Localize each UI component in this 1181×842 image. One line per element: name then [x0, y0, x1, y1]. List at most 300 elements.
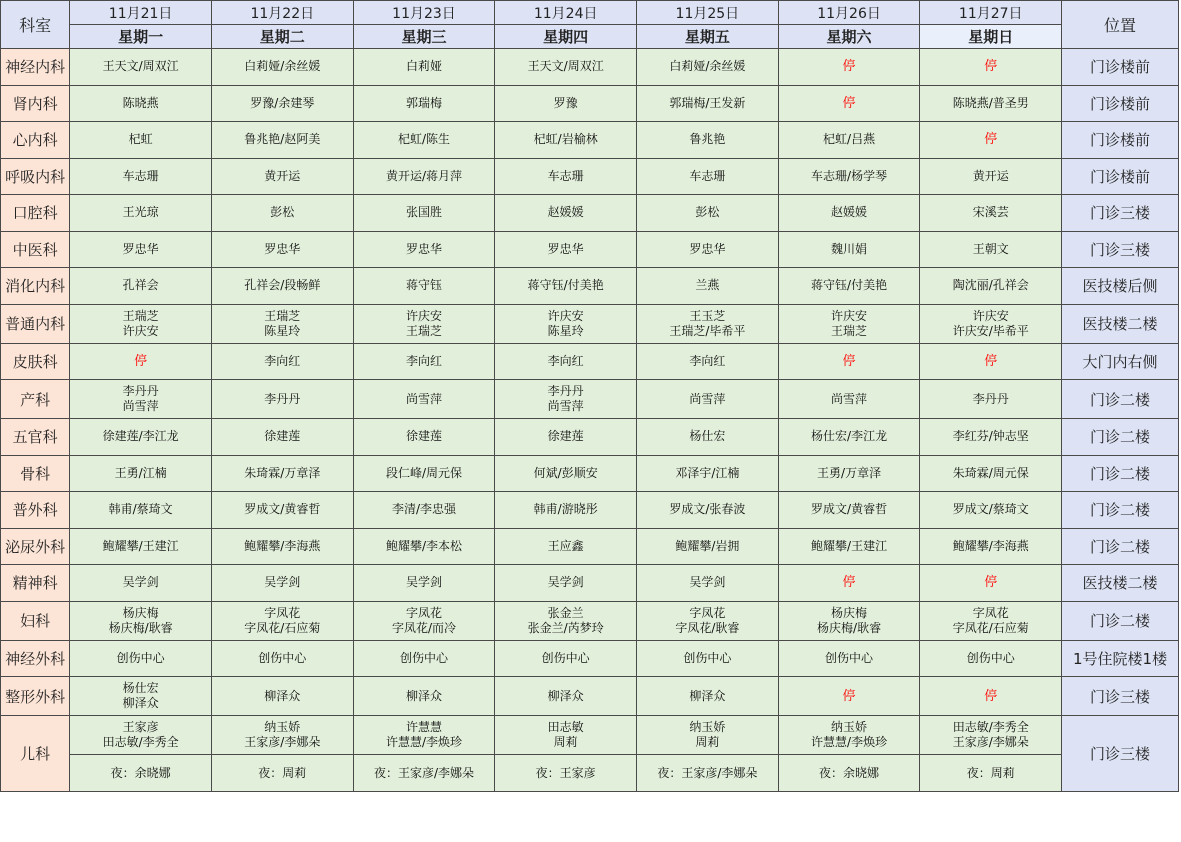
schedule-cell — [920, 528, 1062, 565]
doctor-name: 车志珊 — [547, 168, 584, 183]
doctor-name: 白莉娅/余丝媛 — [669, 59, 746, 74]
dept-name: 呼吸内科 — [1, 158, 70, 195]
dept-name: 中医科 — [1, 231, 70, 268]
schedule-cell — [211, 343, 353, 380]
schedule-cell — [778, 455, 920, 492]
location: 大门内右侧 — [1062, 343, 1179, 380]
table-row — [1, 85, 1179, 122]
doctor-name: 兰燕 — [695, 278, 720, 293]
schedule-cell — [778, 231, 920, 268]
schedule-cell — [920, 85, 1062, 122]
schedule-cell — [211, 677, 353, 716]
schedule-cell — [495, 565, 637, 602]
schedule-cell — [637, 716, 779, 755]
doctor-name: 鲍耀攀/李本松 — [385, 538, 463, 553]
schedule-cell — [778, 85, 920, 122]
table-row — [1, 122, 1179, 159]
location: 门诊二楼 — [1062, 380, 1179, 419]
doctor-name: 李向红 — [547, 353, 584, 368]
doctor-name: 王瑞芝 — [122, 308, 159, 323]
dept-name: 普外科 — [1, 492, 70, 529]
doctor-name: 吴学剑 — [689, 575, 726, 590]
schedule-cell — [778, 716, 920, 755]
doctor-name: 王瑞芝 — [405, 323, 442, 338]
table-row — [1, 755, 1179, 792]
schedule-cell — [70, 492, 212, 529]
schedule-cell — [637, 231, 779, 268]
doctor-name: 蒋守钰 — [405, 278, 442, 293]
doctor-name: 杨仕宏/李江龙 — [811, 429, 888, 444]
doctor-name: 创伤中心 — [541, 650, 590, 665]
schedule-cell — [211, 565, 353, 602]
dept-name: 儿科 — [1, 716, 70, 792]
stop-badge: 停 — [842, 353, 856, 369]
weekday-header: 星期一 — [70, 25, 212, 49]
location: 门诊二楼 — [1062, 419, 1179, 456]
dept-name: 整形外科 — [1, 677, 70, 716]
location: 医技楼二楼 — [1062, 304, 1179, 343]
schedule-cell — [637, 85, 779, 122]
doctor-name: 柳泽众 — [547, 688, 584, 703]
doctor-name: 创伤中心 — [116, 650, 165, 665]
table-row — [1, 304, 1179, 343]
date-header: 11月21日 — [70, 1, 212, 25]
dept-name: 精神科 — [1, 565, 70, 602]
doctor-name: 纳玉娇 — [689, 720, 726, 734]
doctor-name: 罗成文/黄睿哲 — [811, 502, 888, 517]
doctor-name: 创伤中心 — [258, 650, 307, 665]
schedule-cell — [637, 122, 779, 159]
schedule-cell — [495, 304, 637, 343]
schedule-cell — [70, 343, 212, 380]
doctor-name: 黄开运/蒋月萍 — [385, 168, 463, 183]
schedule-cell — [353, 343, 495, 380]
doctor-name: 纳玉娇 — [264, 720, 301, 734]
doctor-name: 白莉娅 — [405, 59, 442, 74]
doctor-name: 字凤花 — [689, 605, 726, 620]
doctor-name: 宋溪芸 — [972, 205, 1009, 220]
position-column-header: 位置 — [1062, 1, 1179, 49]
schedule-cell — [637, 158, 779, 195]
doctor-name: 许庆安 — [831, 308, 868, 323]
location: 医技楼二楼 — [1062, 565, 1179, 602]
doctor-name: 字凤花 — [972, 605, 1009, 620]
doctor-name: 罗豫 — [553, 95, 578, 110]
schedule-cell — [353, 601, 495, 640]
schedule-cell — [637, 455, 779, 492]
doctor-name: 周莉 — [553, 735, 578, 749]
schedule-cell — [211, 455, 353, 492]
dept-name: 妇科 — [1, 601, 70, 640]
table-row — [1, 419, 1179, 456]
doctor-name: 杞虹/吕燕 — [823, 132, 876, 147]
doctor-name: 鲍耀攀/王建江 — [102, 538, 179, 553]
doctor-name: 王家彦/李娜朵 — [952, 735, 1029, 749]
doctor-name: 纳玉娇 — [831, 720, 868, 734]
schedule-cell — [495, 268, 637, 305]
schedule-cell — [920, 716, 1062, 755]
schedule-cell — [211, 158, 353, 195]
schedule-cell — [70, 85, 212, 122]
schedule-cell — [920, 49, 1062, 86]
schedule-cell — [70, 677, 212, 716]
night-shift-cell: 夜：周莉 — [920, 755, 1062, 792]
doctor-name: 鲁兆艳 — [689, 132, 726, 147]
doctor-name: 尚雪萍 — [405, 391, 442, 406]
schedule-cell — [778, 419, 920, 456]
schedule-cell — [778, 565, 920, 602]
night-shift-cell: 夜：周莉 — [211, 755, 353, 792]
schedule-cell — [495, 343, 637, 380]
table-row — [1, 455, 1179, 492]
doctor-name: 黄开运 — [972, 168, 1009, 183]
doctor-name: 罗忠华 — [547, 241, 584, 256]
doctor-name: 字凤花/石应菊 — [952, 620, 1029, 635]
doctor-name: 白莉娅/余丝媛 — [244, 59, 321, 74]
doctor-name: 徐建莲 — [264, 429, 301, 444]
doctor-name: 王瑞芝 — [264, 308, 301, 323]
stop-badge: 停 — [842, 688, 856, 704]
schedule-cell — [637, 565, 779, 602]
weekday-header: 星期四 — [495, 25, 637, 49]
schedule-cell — [495, 49, 637, 86]
date-header: 11月26日 — [778, 1, 920, 25]
schedule-cell — [920, 419, 1062, 456]
doctor-name: 王家彦/李娜朵 — [244, 735, 321, 749]
doctor-name: 彭松 — [695, 205, 720, 220]
table-row — [1, 343, 1179, 380]
schedule-cell — [353, 528, 495, 565]
table-row — [1, 601, 1179, 640]
doctor-name: 杞虹/陈生 — [397, 132, 451, 147]
weekday-header: 星期三 — [353, 25, 495, 49]
night-shift-cell: 夜：王家彦/李娜朵 — [637, 755, 779, 792]
doctor-name: 徐建莲 — [547, 429, 584, 444]
doctor-name: 陈星玲 — [547, 323, 584, 338]
doctor-name: 柳泽众 — [689, 688, 726, 703]
stop-badge: 停 — [984, 575, 998, 591]
schedule-cell — [353, 195, 495, 232]
schedule-cell — [353, 49, 495, 86]
doctor-name: 柳泽众 — [405, 688, 442, 703]
schedule-cell — [637, 195, 779, 232]
schedule-cell — [495, 231, 637, 268]
doctor-name: 鲍耀攀/李海燕 — [952, 538, 1029, 553]
doctor-name: 吴学剑 — [547, 575, 584, 590]
doctor-name: 杨仕宏 — [122, 681, 159, 695]
doctor-name: 王朝文 — [972, 241, 1009, 256]
doctor-name: 蒋守钰/付美艳 — [527, 278, 604, 293]
schedule-cell — [920, 601, 1062, 640]
dept-name: 普通内科 — [1, 304, 70, 343]
schedule-cell — [778, 601, 920, 640]
doctor-name: 柳泽众 — [264, 688, 301, 703]
doctor-name: 鲍耀攀/李海燕 — [244, 538, 321, 553]
schedule-cell — [637, 380, 779, 419]
doctor-name: 许庆安 — [405, 308, 442, 323]
doctor-name: 许慧慧/李焕珍 — [385, 735, 463, 749]
dept-name: 口腔科 — [1, 195, 70, 232]
schedule-cell — [211, 380, 353, 419]
location: 医技楼后侧 — [1062, 268, 1179, 305]
doctor-name: 李红芬/钟志坚 — [952, 429, 1029, 444]
doctor-name: 王天文/周双江 — [527, 59, 604, 74]
doctor-name: 彭松 — [270, 205, 295, 220]
date-header: 11月27日 — [920, 1, 1062, 25]
location: 门诊楼前 — [1062, 122, 1179, 159]
schedule-cell — [920, 122, 1062, 159]
location: 门诊三楼 — [1062, 716, 1179, 792]
doctor-name: 杞虹/岩榆林 — [533, 132, 598, 147]
stop-badge: 停 — [984, 688, 998, 704]
schedule-cell — [920, 640, 1062, 677]
schedule-cell — [70, 158, 212, 195]
doctor-name: 王家彦 — [122, 720, 159, 734]
schedule-cell — [495, 492, 637, 529]
doctor-name: 王玉芝 — [689, 308, 726, 323]
table-row — [1, 380, 1179, 419]
schedule-cell — [920, 195, 1062, 232]
doctor-name: 尚雪萍 — [831, 391, 868, 406]
doctor-name: 李向红 — [405, 353, 442, 368]
schedule-cell — [637, 343, 779, 380]
table-row — [1, 528, 1179, 565]
dept-name: 心内科 — [1, 122, 70, 159]
schedule-cell — [70, 601, 212, 640]
table-row — [1, 231, 1179, 268]
table-row — [1, 195, 1179, 232]
doctor-name: 罗成文/黄睿哲 — [244, 502, 321, 517]
doctor-name: 许庆安 — [972, 308, 1009, 323]
schedule-cell — [211, 601, 353, 640]
doctor-name: 吴学剑 — [122, 575, 159, 590]
doctor-name: 王瑞芝 — [831, 323, 868, 338]
date-header: 11月23日 — [353, 1, 495, 25]
schedule-cell — [70, 268, 212, 305]
doctor-name: 罗豫/余建琴 — [250, 95, 315, 110]
schedule-cell — [353, 268, 495, 305]
location: 门诊楼前 — [1062, 85, 1179, 122]
doctor-name: 朱琦霖/万章泽 — [244, 465, 321, 480]
location: 门诊二楼 — [1062, 601, 1179, 640]
location: 门诊三楼 — [1062, 195, 1179, 232]
schedule-cell — [495, 528, 637, 565]
doctor-name: 王勇/万章泽 — [817, 465, 882, 480]
doctor-name: 张国胜 — [405, 205, 442, 220]
doctor-name: 鲍耀攀/王建江 — [811, 538, 888, 553]
doctor-name: 柳泽众 — [122, 696, 159, 710]
schedule-cell — [70, 455, 212, 492]
table-row — [1, 640, 1179, 677]
schedule-cell — [920, 158, 1062, 195]
schedule-cell — [353, 304, 495, 343]
doctor-name: 李向红 — [264, 353, 301, 368]
schedule-cell — [637, 268, 779, 305]
schedule-cell — [495, 195, 637, 232]
doctor-name: 陶沈丽/孔祥会 — [952, 278, 1029, 293]
location: 门诊三楼 — [1062, 231, 1179, 268]
weekday-header: 星期日 — [920, 25, 1062, 49]
doctor-name: 罗忠华 — [405, 241, 442, 256]
dept-name: 消化内科 — [1, 268, 70, 305]
doctor-name: 字凤花/而冷 — [391, 620, 457, 635]
doctor-name: 尚雪萍 — [122, 399, 159, 413]
doctor-name: 何斌/彭顺安 — [533, 465, 598, 480]
dept-name: 泌尿外科 — [1, 528, 70, 565]
doctor-name: 徐建莲 — [405, 429, 442, 444]
stop-badge: 停 — [842, 95, 856, 111]
schedule-cell — [495, 455, 637, 492]
night-shift-cell: 夜：王家彦/李娜朵 — [353, 755, 495, 792]
schedule-cell — [353, 640, 495, 677]
schedule-cell — [778, 492, 920, 529]
doctor-name: 尚雪萍 — [547, 399, 584, 413]
schedule-cell — [70, 528, 212, 565]
schedule-cell — [353, 455, 495, 492]
schedule-cell — [211, 231, 353, 268]
schedule-cell — [778, 268, 920, 305]
doctor-name: 罗忠华 — [264, 241, 301, 256]
schedule-cell — [211, 85, 353, 122]
schedule-cell — [70, 640, 212, 677]
schedule-cell — [495, 677, 637, 716]
doctor-name: 韩甫/蔡琦文 — [108, 502, 173, 517]
doctor-name: 字凤花 — [264, 605, 301, 620]
doctor-name: 罗忠华 — [122, 241, 159, 256]
schedule-cell — [637, 677, 779, 716]
schedule-cell — [495, 601, 637, 640]
dept-name: 骨科 — [1, 455, 70, 492]
schedule-cell — [70, 565, 212, 602]
doctor-name: 创伤中心 — [683, 650, 732, 665]
date-header: 11月25日 — [637, 1, 779, 25]
doctor-name: 王勇/江楠 — [114, 465, 167, 480]
night-shift-cell: 夜：余晓娜 — [778, 755, 920, 792]
doctor-name: 徐建莲/李江龙 — [102, 429, 179, 444]
schedule-cell — [495, 640, 637, 677]
dept-name: 神经外科 — [1, 640, 70, 677]
schedule-cell — [211, 528, 353, 565]
doctor-name: 吴学剑 — [264, 575, 301, 590]
schedule-cell — [920, 343, 1062, 380]
doctor-name: 邓泽宇/江楠 — [675, 465, 740, 480]
doctor-name: 郭瑞梅/王发新 — [669, 95, 746, 110]
weekday-header: 星期二 — [211, 25, 353, 49]
schedule-cell — [920, 455, 1062, 492]
doctor-name: 李清/李忠强 — [391, 502, 457, 517]
doctor-name: 创伤中心 — [825, 650, 874, 665]
schedule-cell — [778, 195, 920, 232]
doctor-name: 创伤中心 — [399, 650, 448, 665]
night-shift-cell: 夜：王家彦 — [495, 755, 637, 792]
schedule-cell — [495, 158, 637, 195]
schedule-cell — [353, 231, 495, 268]
schedule-cell — [920, 677, 1062, 716]
schedule-cell — [70, 122, 212, 159]
doctor-name: 杨仕宏 — [689, 429, 726, 444]
doctor-name: 李向红 — [689, 353, 726, 368]
doctor-name: 吴学剑 — [405, 575, 442, 590]
schedule-cell — [70, 716, 212, 755]
schedule-cell — [353, 85, 495, 122]
doctor-name: 陈星玲 — [264, 323, 301, 338]
schedule-cell — [211, 716, 353, 755]
schedule-cell — [637, 492, 779, 529]
weekday-header: 星期五 — [637, 25, 779, 49]
schedule-cell — [637, 419, 779, 456]
doctor-name: 张金兰/芮梦玲 — [527, 620, 604, 635]
stop-badge: 停 — [842, 59, 856, 75]
schedule-cell — [778, 677, 920, 716]
doctor-name: 许庆安 — [547, 308, 584, 323]
schedule-cell — [637, 49, 779, 86]
doctor-name: 字凤花/石应菊 — [244, 620, 321, 635]
doctor-name: 李丹丹 — [547, 384, 584, 398]
dept-name: 五官科 — [1, 419, 70, 456]
schedule-cell — [353, 492, 495, 529]
doctor-name: 王天文/周双江 — [102, 59, 179, 74]
schedule-cell — [920, 380, 1062, 419]
schedule-cell — [211, 640, 353, 677]
table-header — [1, 1, 1179, 49]
schedule-cell — [70, 195, 212, 232]
doctor-name: 鲁兆艳/赵阿美 — [244, 132, 321, 147]
doctor-name: 罗成文/张春波 — [669, 502, 746, 517]
schedule-cell — [920, 492, 1062, 529]
schedule-cell — [353, 716, 495, 755]
schedule-cell — [353, 565, 495, 602]
schedule-cell — [353, 419, 495, 456]
stop-badge: 停 — [842, 575, 856, 591]
schedule-cell — [495, 122, 637, 159]
table-row — [1, 49, 1179, 86]
location: 门诊二楼 — [1062, 455, 1179, 492]
doctor-name: 王光琼 — [122, 205, 159, 220]
schedule-cell — [778, 380, 920, 419]
schedule-cell — [353, 380, 495, 419]
schedule-cell — [353, 677, 495, 716]
schedule-cell — [778, 640, 920, 677]
schedule-cell — [211, 419, 353, 456]
stop-badge: 停 — [134, 353, 148, 369]
doctor-name: 段仁峰/周元保 — [385, 465, 463, 480]
schedule-cell — [495, 85, 637, 122]
doctor-name: 韩甫/游晓彤 — [533, 502, 598, 517]
schedule-cell — [70, 380, 212, 419]
doctor-name: 许慧慧 — [405, 720, 442, 734]
schedule-cell — [70, 49, 212, 86]
schedule-cell — [211, 195, 353, 232]
doctor-name: 车志珊 — [122, 168, 159, 183]
schedule-cell — [920, 304, 1062, 343]
doctor-name: 李丹丹 — [972, 391, 1009, 406]
location: 门诊三楼 — [1062, 677, 1179, 716]
doctor-name: 许慧慧/李焕珍 — [811, 735, 888, 749]
doctor-name: 鲍耀攀/岩拥 — [675, 538, 740, 553]
doctor-name: 周莉 — [695, 735, 720, 749]
table-row — [1, 677, 1179, 716]
table-row — [1, 565, 1179, 602]
doctor-name: 杞虹 — [128, 132, 153, 147]
schedule-cell — [211, 492, 353, 529]
doctor-name: 车志珊 — [689, 168, 726, 183]
doctor-name: 许庆安 — [122, 323, 159, 338]
dept-column-header: 科室 — [1, 1, 70, 49]
doctor-name: 孔祥会/段畅鲜 — [244, 278, 321, 293]
location: 门诊楼前 — [1062, 158, 1179, 195]
doctor-name: 赵媛媛 — [831, 205, 868, 220]
doctor-name: 杨庆梅 — [122, 605, 159, 620]
